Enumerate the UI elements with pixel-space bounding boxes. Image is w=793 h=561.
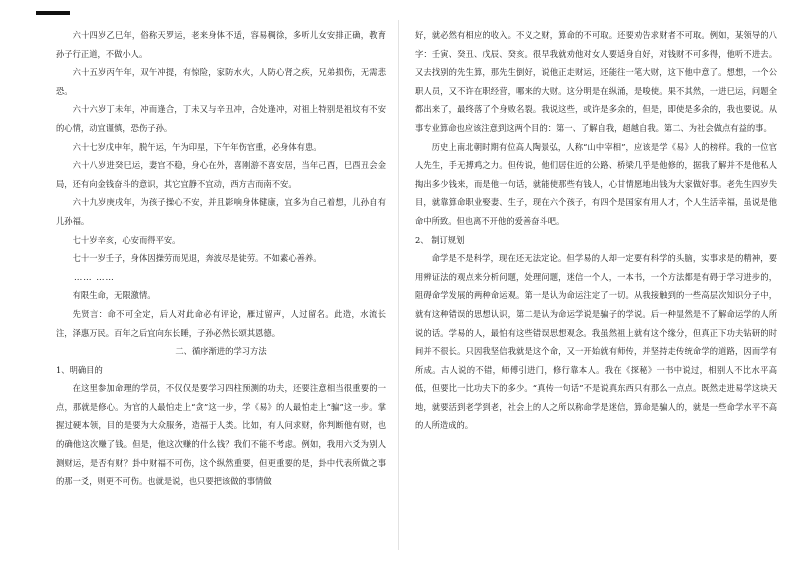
subsection-title-purpose: 1、明确目的 [56,364,103,375]
paragraph-purpose: 在这里参加命理的学员，不仅仅是要学习四柱预测的功夫，还要注意相当很重要的一点，那就是修心。为官的人最怕走上“贪”这一步，学《易》的人最怕走上“骗”这一步。掌握过硬本领，目的是要为大众服务，造福于人类。比如，有人问求财，你判断他有财，也的确他这次赚了钱。但是，他这次赚的什么钱？我们不能不考虑。例如，我用六爻为别人测财运，是否有财？卦中财福不可伤，这个纵然重要，但更重要的是，卦中代表所做之事的那一爻，则更不可伤。也就是说，也只要把该做的事情做 [56,383,386,487]
paragraph-age-69: 六十九岁庚戌年，为孩子操心不安，并且影响身体健康，宜多为自己着想，儿孙自有儿孙福。 [56,197,386,226]
section-title-study-method: 二、循序渐进的学习方法 [175,346,267,357]
paragraph-age-66: 六十六岁丁未年，冲而逢合，丁未又与辛丑冲，合处逢冲，对祖上特别是祖坟有不安的心情，动宜谨慎，恐伤子孙。 [56,104,386,133]
paragraph-age-64: 六十四岁乙巳年，俗称天罗运，老来身体不适，容易稠徐，多听儿女安排正确，教育孙子行正道，不做小人。 [56,30,386,59]
paragraph-age-68: 六十八岁进癸巳运，妻宫不稳，身心在外，喜刚游不喜安居，当年己酉，巳酉丑会金局，还有向金钱奋斗的意识，其它宜静不宜动，西方吉而南不安。 [56,160,386,189]
motto-line: 有限生命，无限激情。 [72,290,156,301]
paragraph-age-65: 六十五岁丙午年，双午冲提，有惊险，家防水火，人防心肾之疾，兄弟损伤，无需悲恐。 [56,67,386,96]
left-page [56,26,386,491]
paragraph-age-71: 七十一岁壬子，身体因操劳而见退，奔波尽是徒劳。不如素心善养。 [72,253,322,264]
section-title-planning: 2、 制订规划 [415,234,465,245]
paragraph-conclusion: 先贤言：命不可全定，后人对此命必有评论，雁过留声，人过留名。此造，水流长注，泽惠万民。百年之后宜向东长睡，子孙必然长颂其恩德。 [56,308,386,338]
ellipsis-line: …… …… [74,271,115,282]
paragraph-age-70: 七十岁辛亥，心安而得平安。 [72,234,181,245]
right-page [415,26,777,435]
paragraph-history: 历史上南北朝时期有位高人陶景弘，人称“山中宰相”，应该是学《易》人的榜样。我的一位官人先生，手无搏鸡之力。但传说，他们居住近的公路、桥梁几乎是他修的，据我了解并不是他私人掏出多少钱来，而是他一句话，就能使那些有钱人，心甘情愿地出钱为大家做好事。老先生四岁失目，就靠算命职业娶妻、生子，现在六个孩子，有四个是国家有用人才，个人生活幸福，虽说是他命中所致。但也离不开他的爱善奋斗吧。 [415,141,777,226]
paragraph-age-67: 六十七岁戊申年，脱午运，午为印星，下午年伤官重，必身体有患。 [72,141,322,152]
paragraph-continued: 好，就必然有相应的收入。不义之财，算命的不可取。还要劝告求财者不可取。例如，某领导的八字：壬寅、癸丑、戊辰、癸亥。很早我就劝他对女人要适身自好，对钱财不可多得，他听不进去。又去找别的先生算，那先生倒好，说他正走财运，还能往一笔大财，这下他中意了。想想，一个公职人员，又不许在职经营，哪来的大财。这分明是在纵涌，是唆使。果不其然，一进巳运，问题全都出来了，最终落了个身败名裂。我说这些，或许是多余的，但是，即使是多余的，我也要说。从事专业算命也应该注意到这两个目的：第一、了解自我，超越自我。第二、为社会做点有益的事。 [415,30,777,133]
page-gutter [398,20,399,550]
header-rule [36,11,70,15]
paragraph-planning: 命学是不是科学，现在还无法定论。但学易的人却一定要有科学的头脑，实事求是的精神，要用辨证法的观点来分析问题，处理问题，迷信一个人，一本书，一个方法都是有碍于学习进步的，阻碍命学发展的两种命运观。第一是认为命运注定了一切。从我接触到的一些高层次知识分子中，就有这种错误的思想认识，第二是认为命运学说是骗子的学说。后一种显然是不了解命运学的人所说的话。学易的人，最怕有这些错误思想观念。我虽然祖上就有这个缘分，但真正下功夫钻研的时间并不很长。只因我坚信我就是这个命，又一开始就有师传，并坚持走传统命学的道路，因而学有所成。古人说的不错，师傅引进门，修行靠本人。我在《探秘》一书中说过，相别人不比水平高低，但要比一比功夫下的多少。“真传一句话”不是说真东西只有那么一点点。既然走进易学这块天地，就要活到老学到老，社会上的人之所以称命学是迷信，算命是骗人的，就是一些命学水平不高的人所造成的。 [415,253,777,431]
